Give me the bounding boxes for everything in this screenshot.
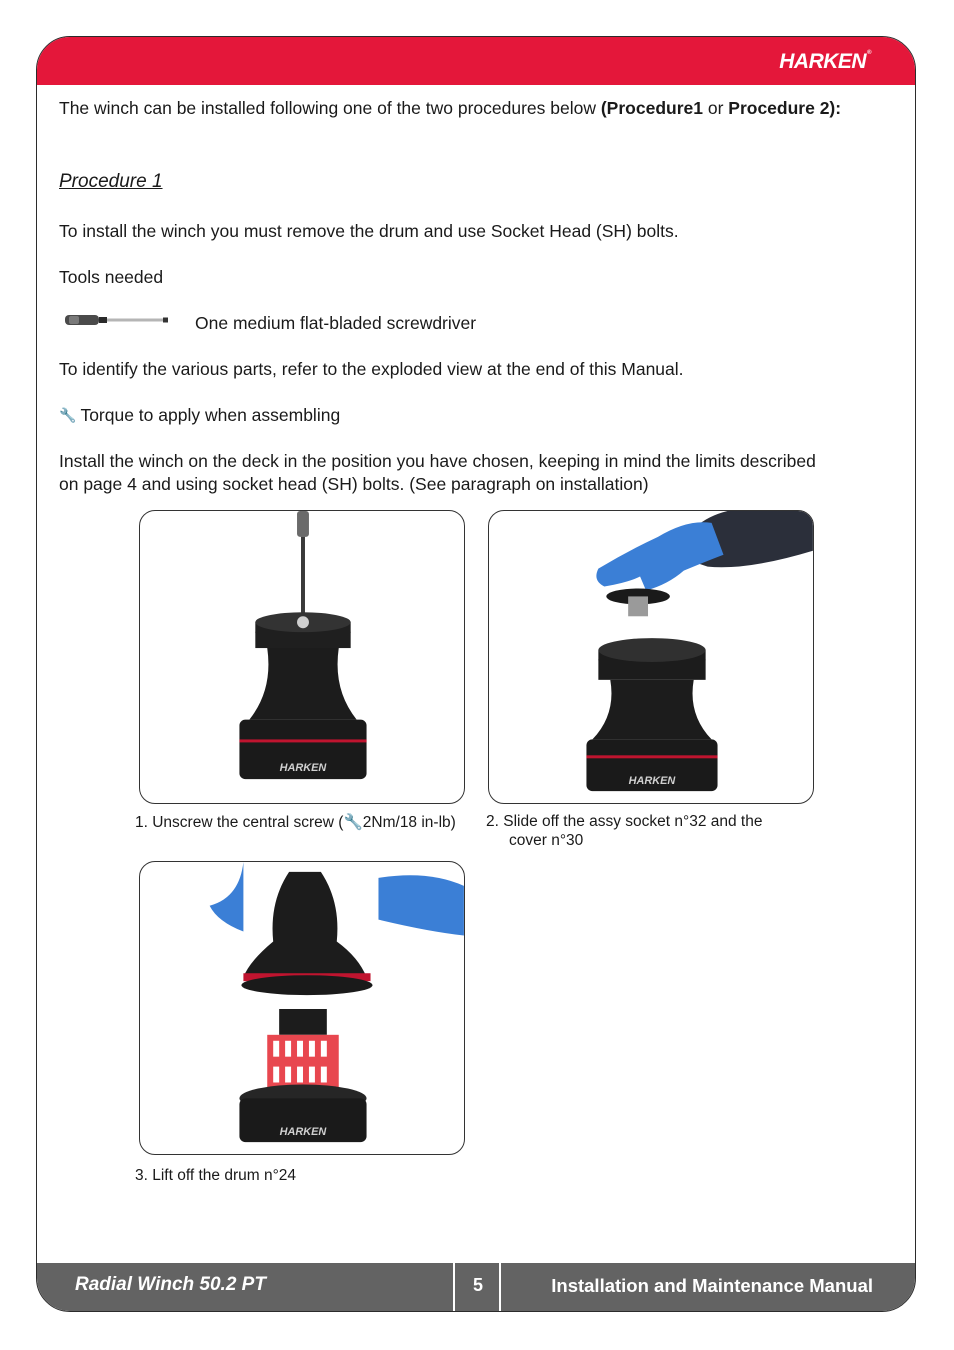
caption-step-3: 3. Lift off the drum n°24 bbox=[135, 1167, 297, 1184]
wrench-icon: 🔧 bbox=[59, 407, 77, 423]
caption-step-1: 1. Unscrew the central screw (🔧2Nm/18 in-lb) bbox=[135, 814, 456, 831]
caption-step-2-line1: 2. Slide off the assy socket n°32 and the bbox=[486, 813, 763, 830]
footer-model: Radial Winch 50.2 PT bbox=[75, 1274, 266, 1295]
page-number: 5 bbox=[472, 1275, 483, 1295]
torque-note: 🔧 Torque to apply when assembling bbox=[59, 405, 341, 425]
page-frame bbox=[36, 36, 916, 1312]
photo-unscrew-central-screw bbox=[139, 510, 465, 804]
tool-label: One medium flat-bladed screwdriver bbox=[195, 313, 477, 333]
photo-slide-off-socket bbox=[488, 510, 814, 804]
footer-manual-title: Installation and Maintenance Manual bbox=[551, 1275, 873, 1296]
caption-step-2-line2: cover n°30 bbox=[509, 832, 584, 849]
screwdriver-icon bbox=[65, 313, 169, 327]
exploded-view-note: To identify the various parts, refer to the exploded view at the end of this Manual. bbox=[59, 359, 684, 379]
install-text-line1: Install the winch on the deck in the position you have chosen, keeping in mind the limits described bbox=[59, 451, 816, 471]
header-band bbox=[37, 37, 915, 85]
harken-logo: HARKEN® bbox=[779, 50, 871, 73]
wrench-icon: 🔧 bbox=[343, 814, 363, 831]
procedure-title: Procedure 1 bbox=[59, 171, 163, 192]
photo-brand-2: HARKEN bbox=[628, 775, 676, 788]
tools-label: Tools needed bbox=[59, 267, 164, 287]
photo-brand-3: HARKEN bbox=[279, 1126, 327, 1139]
photo-lift-off-drum bbox=[139, 861, 465, 1155]
intro-paragraph: The winch can be installed following one of the two procedures below (Procedure1 or Procedure 2): bbox=[59, 98, 842, 118]
instruction-text: To install the winch you must remove the drum and use Socket Head (SH) bolts. bbox=[59, 221, 679, 241]
footer-divider bbox=[499, 1263, 501, 1311]
install-text-line2: on page 4 and using socket head (SH) bolts. (See paragraph on installation) bbox=[59, 474, 649, 494]
photo-brand-1: HARKEN bbox=[279, 762, 327, 775]
footer-band bbox=[37, 1263, 915, 1311]
